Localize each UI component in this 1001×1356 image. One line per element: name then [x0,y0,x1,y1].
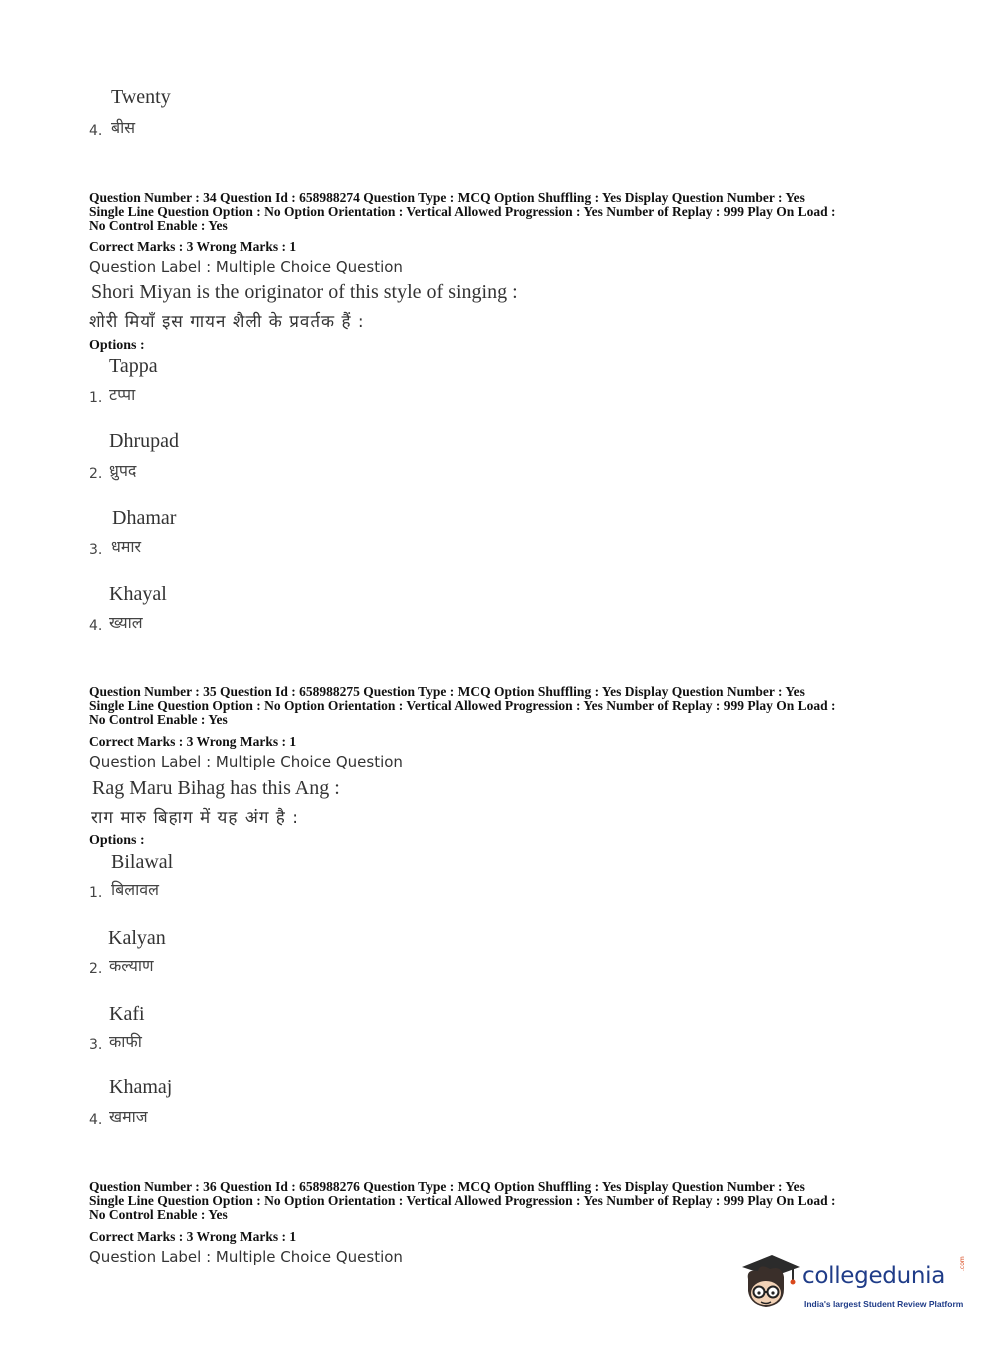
option-english-text: Dhamar [112,507,177,529]
collegedunia-watermark [738,1247,978,1317]
question-meta-line: Single Line Question Option : No Option Orientation : Vertical Allowed Progression : Yes Number of Replay : 999 Play On Load : [89,204,836,219]
question-marks: Correct Marks : 3 Wrong Marks : 1 [89,239,297,254]
option-english-text: Kafi [109,1003,145,1025]
option-number: 4. [89,123,103,139]
question-label: Question Label : Multiple Choice Question [89,1248,403,1266]
brand-tagline: India's largest Student Review Platform [804,1299,964,1309]
question-marks: Correct Marks : 3 Wrong Marks : 1 [89,1229,297,1244]
option-hindi-text: बीस [111,118,136,137]
question-meta-line: Single Line Question Option : No Option Orientation : Vertical Allowed Progression : Yes Number of Replay : 999 Play On Load : [89,1193,836,1208]
option-number: 1. [89,885,103,901]
question-meta-line: Single Line Question Option : No Option Orientation : Vertical Allowed Progression : Yes Number of Replay : 999 Play On Load : [89,698,836,713]
options-heading: Options : [89,338,145,353]
question-text-hindi: शोरी मियाँ इस गायन शैली के प्रवर्तक हैं : [89,312,365,332]
option-english-text: Twenty [111,86,171,108]
option-number: 2. [89,466,103,482]
option-english-text: Bilawal [111,851,174,873]
option-hindi-text: बिलावल [111,880,160,899]
options-heading: Options : [89,833,145,848]
brand-domain: .com [959,1256,966,1271]
option-hindi-text: ध्रुपद [109,461,137,480]
question-label: Question Label : Multiple Choice Question [89,258,403,276]
option-hindi-text: खमाज [109,1107,148,1126]
question-meta-line: No Control Enable : Yes [89,712,228,727]
option-english-text: Tappa [109,355,158,377]
option-english-text: Khamaj [109,1076,173,1098]
question-meta-line: No Control Enable : Yes [89,218,228,233]
brand-name: collegedunia [802,1263,946,1289]
question-meta-line: Question Number : 34 Question Id : 658988274 Question Type : MCQ Option Shuffling : Yes Display Question Number : Yes [89,190,805,205]
mascot-icon [738,1249,802,1313]
option-number: 3. [89,1037,103,1053]
option-number: 1. [89,390,103,406]
option-hindi-text: धमार [111,537,142,556]
option-english-text: Kalyan [108,927,166,949]
question-label: Question Label : Multiple Choice Question [89,753,403,771]
option-hindi-text: कल्याण [109,956,154,975]
option-number: 4. [89,1112,103,1128]
option-hindi-text: ख्याल [109,613,143,632]
question-meta-line: No Control Enable : Yes [89,1207,228,1222]
option-hindi-text: काफी [109,1032,142,1051]
option-number: 2. [89,961,103,977]
question-text-hindi: राग मारु बिहाग में यह अंग है : [91,808,299,828]
option-number: 3. [89,542,103,558]
option-hindi-text: टप्पा [109,385,136,404]
question-meta-line: Question Number : 36 Question Id : 658988276 Question Type : MCQ Option Shuffling : Yes Display Question Number : Yes [89,1179,805,1194]
option-english-text: Dhrupad [109,430,179,452]
question-meta-line: Question Number : 35 Question Id : 658988275 Question Type : MCQ Option Shuffling : Yes Display Question Number : Yes [89,684,805,699]
question-marks: Correct Marks : 3 Wrong Marks : 1 [89,734,297,749]
question-text-english: Rag Maru Bihag has this Ang : [92,777,340,799]
option-english-text: Khayal [109,583,167,605]
question-text-english: Shori Miyan is the originator of this style of singing : [91,281,518,303]
option-number: 4. [89,618,103,634]
